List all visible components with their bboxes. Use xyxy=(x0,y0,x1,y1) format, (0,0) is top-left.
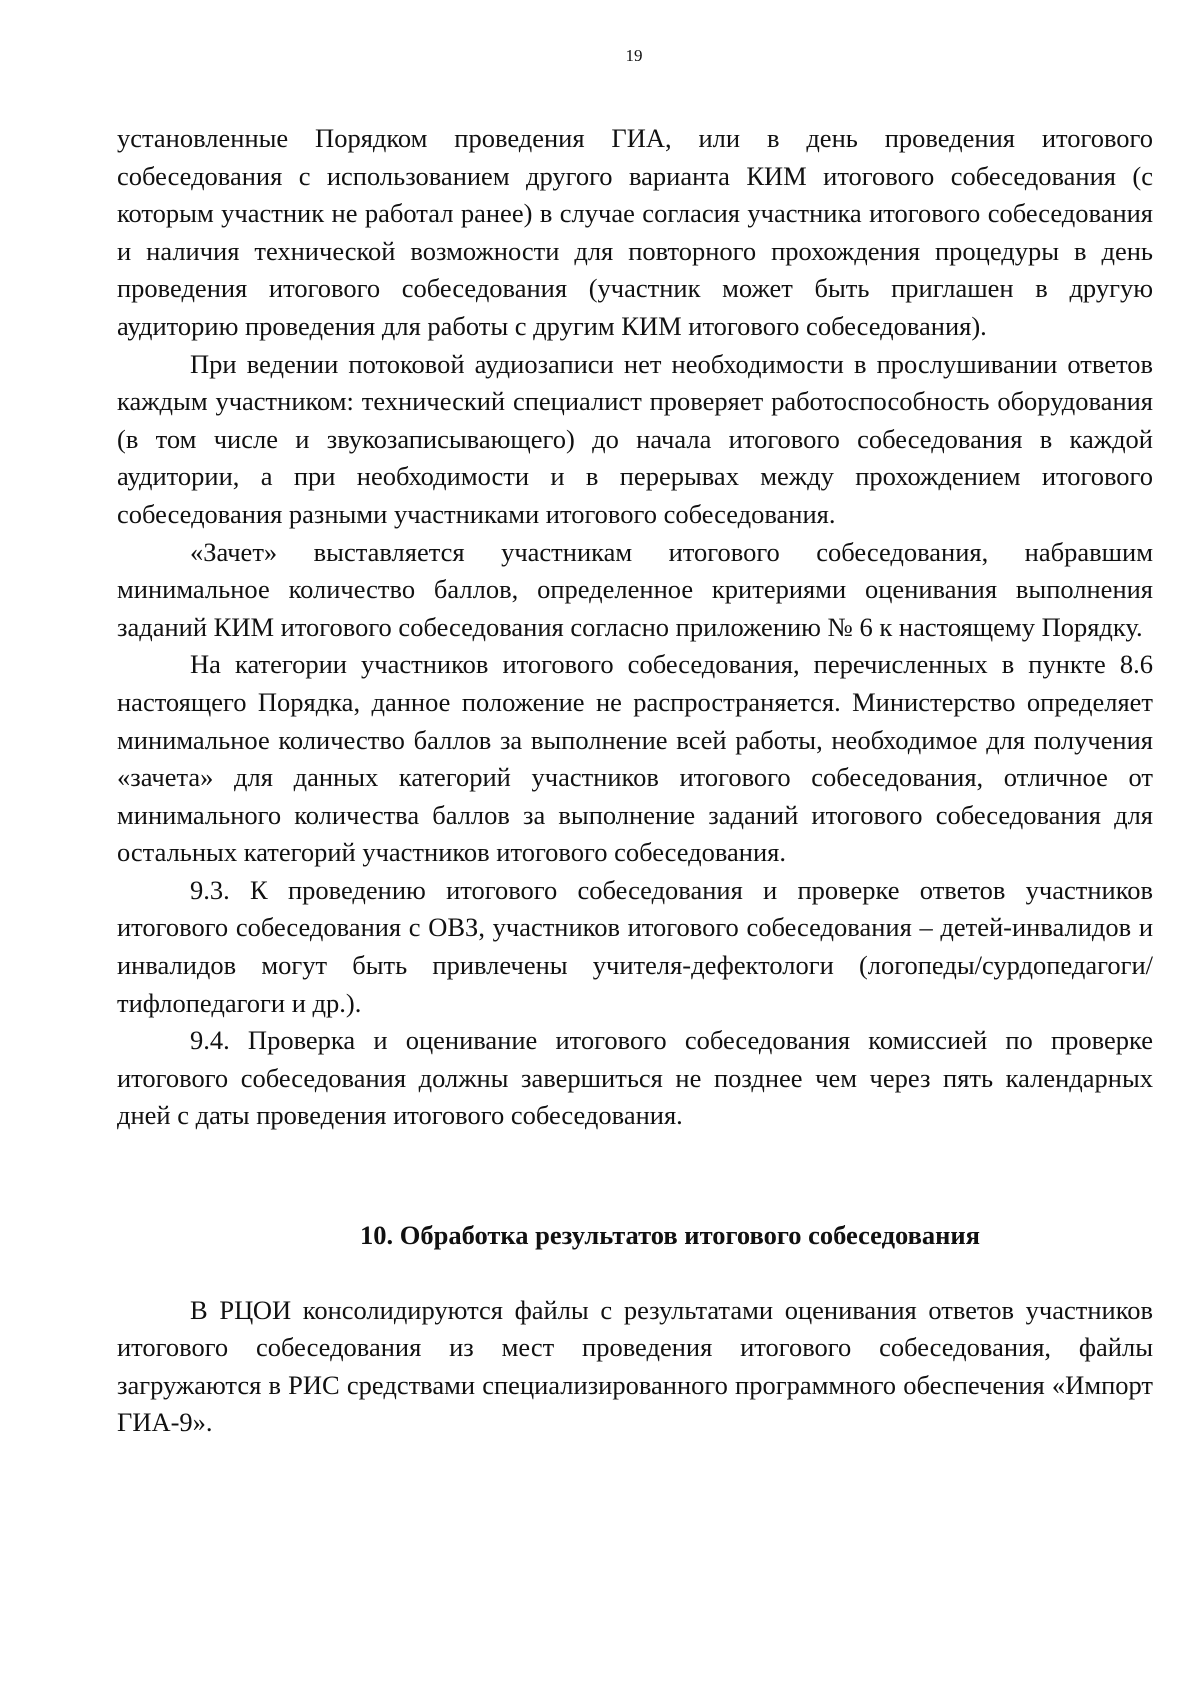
paragraph-9-3: 9.3. К проведению итогового собеседования и проверке ответов участников итогового собеседования с ОВЗ, участников итогового собеседования – детей-инвалидов и инвалидов могут быть привлечены учителя-дефектологи (логопеды/сурдопедагоги/тифлопедагоги и др.). xyxy=(117,874,1153,1018)
document-body xyxy=(117,120,1153,1442)
page-number: 19 xyxy=(625,46,643,65)
paragraph-9-4: 9.4. Проверка и оценивание итогового собеседования комиссией по проверке итогового собеседования должны завершиться не позднее чем через пять календарных дней с даты проведения итогового собеседования. xyxy=(117,1025,1153,1131)
paragraph-continuation: установленные Порядком проведения ГИА, или в день проведения итогового собеседования с использованием другого варианта КИМ итогового собеседования (с которым участник не работал ранее) в случае согласия участника итогового собеседования и наличия технической возможности для повторного прохождения процедуры в день проведения итогового собеседования (участник может быть приглашен в другую аудиторию проведения для работы с другим КИМ итогового собеседования). xyxy=(117,123,1153,341)
section-heading: 10. Обработка результатов итогового собеседования xyxy=(359,1220,981,1251)
paragraph-pass-grade: «Зачет» выставляется участникам итогового собеседования, набравшим минимальное количество баллов, определенное критериями оценивания выполнения заданий КИМ итогового собеседования согласно приложению № 6 к настоящему Порядку. xyxy=(117,536,1153,642)
paragraph-categories: На категории участников итогового собеседования, перечисленных в пункте 8.6 настоящего Порядка, данное положение не распространяется. Министерство определяет минимальное количество баллов за выполнение всей работы, необходимое для получения «зачета» для данных категорий участников итогового собеседования, отличное от минимального количества баллов за выполнение заданий итогового собеседования для остальных категорий участников итогового собеседования. xyxy=(117,649,1153,868)
paragraph-rcoi: В РЦОИ консолидируются файлы с результатами оценивания ответов участников итогового собеседования из мест проведения итогового собеседования, файлы загружаются в РИС средствами специализированного программного обеспечения «Импорт ГИА-9». xyxy=(117,1294,1153,1438)
paragraph-audio-recording: При ведении потоковой аудиозаписи нет необходимости в прослушивании ответов каждым участником: технический специалист проверяет работоспособность оборудования (в том числе и звукозаписывающего) до начала итогового собеседования в каждой аудитории, а при необходимости и в перерывах между прохождением итогового собеседования разными участниками итогового собеседования. xyxy=(117,348,1153,529)
